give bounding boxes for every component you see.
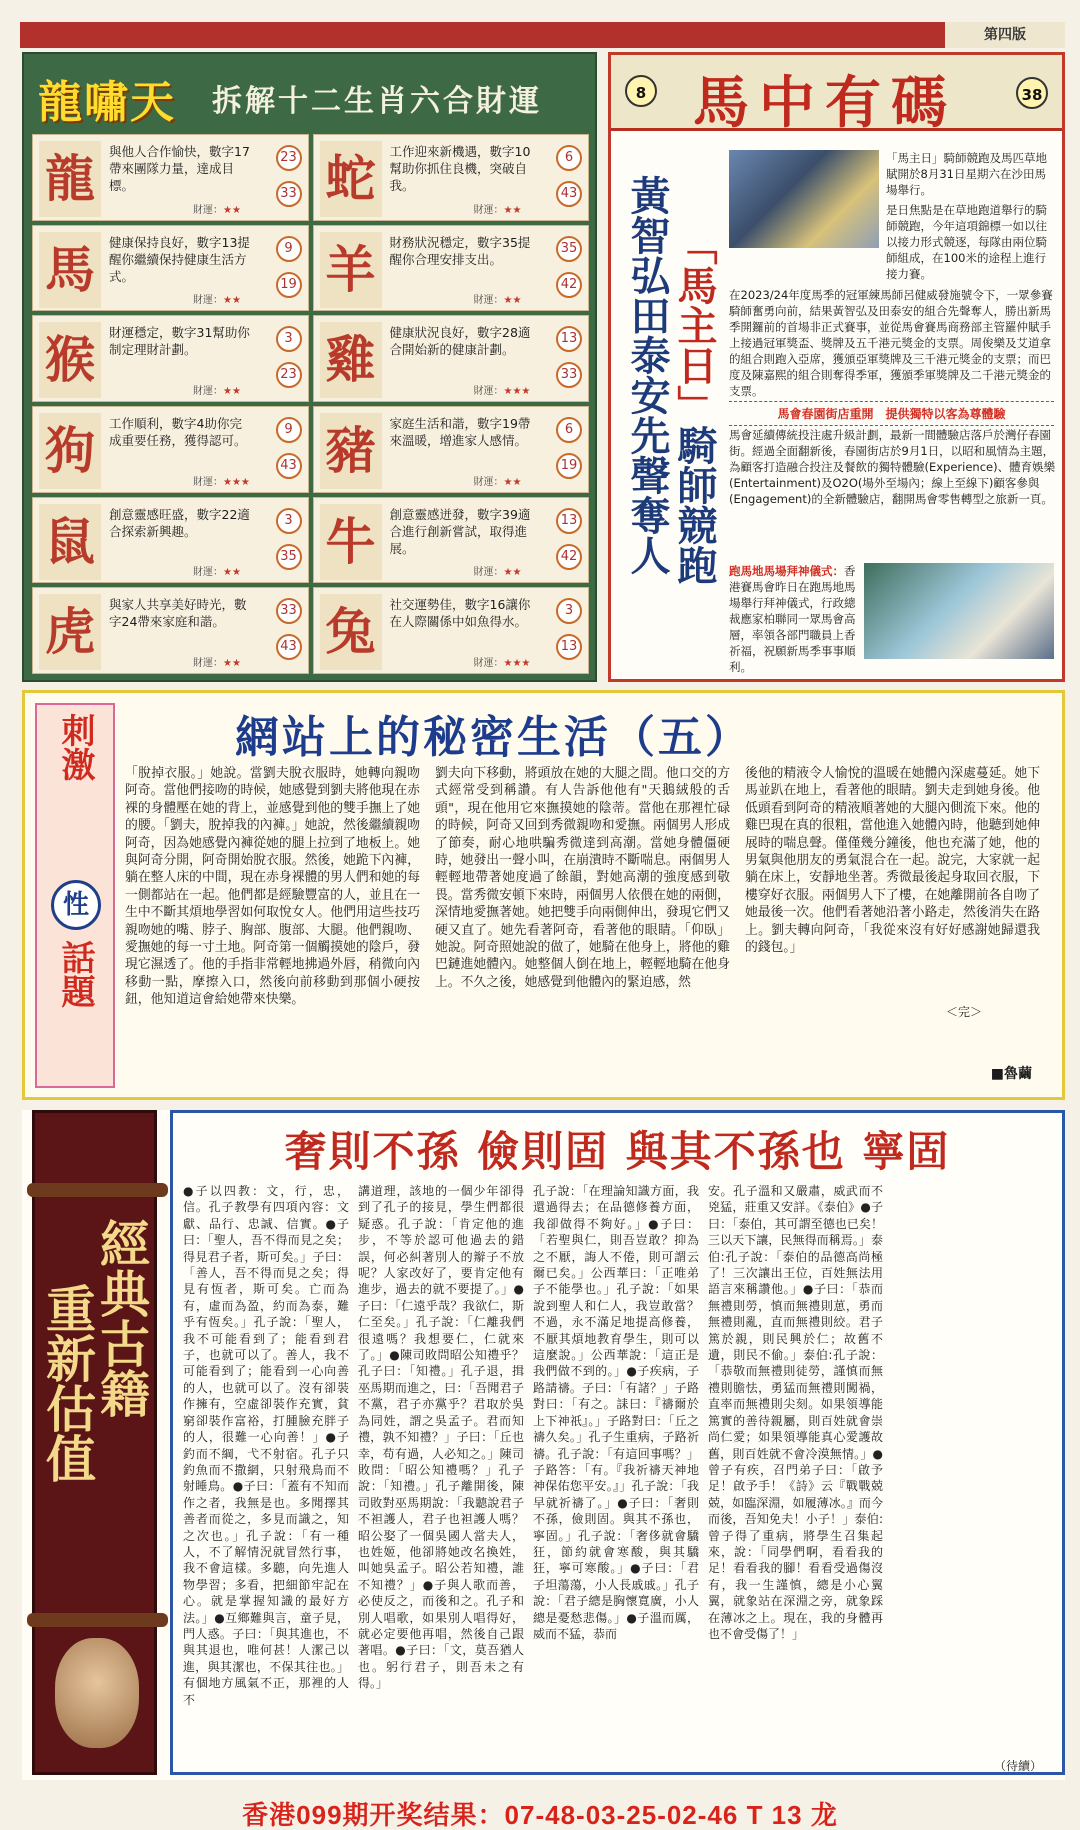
lucky-number-1: 6 xyxy=(556,417,582,443)
scroll-rod-bottom xyxy=(27,1613,168,1627)
rating-label: 財運： xyxy=(193,295,223,307)
zodiac-cell xyxy=(313,497,590,584)
lucky-number-2: 35 xyxy=(276,544,302,570)
lucky-number-2: 43 xyxy=(556,181,582,207)
story-column-2: 劉夫向下移動，將頭放在她的大腿之間。他口交的方式經常受到稱讚。有人告訴他他有"天鵝絨般的舌頭"，現在他用它來撫摸她的陰蒂。當他在那裡忙碌的時候，阿奇又回到秀微親吻和愛撫。兩個男人形成了節奏，耐心地哄騙秀微達到高潮。當她身體僵硬時，她發出一聲小叫，在崩潰時不斷喘息。兩個男人輕輕地帶著她度過了餘韻，對她高潮的強度感到敬畏。當秀微安頓下來時，兩個男人依偎在她的兩側，深情地愛撫著她。她把雙手向兩側伸出，發現它們又硬又直了。她先看著阿奇，看著他的眼睛。「仰臥」她說。阿奇照她說的做了，她騎在他身上，將他的雞巴鏈進她體內。她整個人倒在地上，輕輕地騎在他身上。不久之後，她感覺到他體內的緊迫感，然 xyxy=(435,766,730,990)
lucky-number-2: 23 xyxy=(276,362,302,388)
fortune-rating xyxy=(474,654,531,669)
ceremony-photo xyxy=(864,563,1054,659)
zodiac-cell xyxy=(32,497,309,584)
rating-stars: ★★ xyxy=(223,657,241,669)
rating-label: 財運： xyxy=(193,567,223,579)
zodiac-character: 鼠 xyxy=(39,504,101,580)
zodiac-subtitle: 拆解十二生肖六合財運 xyxy=(212,84,542,119)
rating-label: 財運： xyxy=(473,295,504,307)
fortune-rating xyxy=(474,291,522,306)
zodiac-cell xyxy=(32,225,309,312)
rating-label: 財運： xyxy=(193,204,223,216)
classics-article xyxy=(170,1110,1065,1775)
lucky-number-1: 3 xyxy=(276,326,302,352)
top-bar xyxy=(20,22,1065,48)
rating-stars: ★★ xyxy=(503,204,522,216)
rating-stars: ★★ xyxy=(503,567,522,579)
rating-stars: ★★★ xyxy=(223,476,250,488)
zodiac-character: 馬 xyxy=(39,232,101,308)
zodiac-cell xyxy=(313,134,590,221)
lucky-number-2: 19 xyxy=(556,453,582,479)
rating-label: 財運： xyxy=(473,204,504,216)
caption-text: 香港賽馬會昨日在跑馬地馬場舉行拜神儀式，行政總裁應家柏聯同一眾馬會高層，率領各部門職員上香祈福，祝願新馬季事事順利。 xyxy=(729,564,856,674)
fortune-rating xyxy=(193,654,241,669)
zodiac-fortune-text: 財運穩定，數字31幫助你制定理財計劃。 xyxy=(109,325,250,358)
lottery-result: 香港099期开奖结果：07-48-03-25-02-46 T 13 龙 xyxy=(242,1800,838,1830)
number-ball-right: 38 xyxy=(1016,77,1048,109)
lucky-number-1: 23 xyxy=(276,145,302,171)
caption-lead: 跑馬地馬場拜神儀式： xyxy=(729,564,844,578)
rating-stars: ★★ xyxy=(223,385,241,397)
zodiac-fortune-text: 家庭生活和諧，數字19帶來溫暖，增進家人感情。 xyxy=(389,415,531,448)
zodiac-character: 狗 xyxy=(39,413,101,489)
side-title-1: 經典古籍 xyxy=(92,1218,151,1418)
story-column-3: 後他的精液令人愉悅的溫暖在她體內深處蔓延。她下馬並趴在地上，看著他的眼睛。劉夫走到她身後。他低頭看到阿奇的精液順著她的大腿內側流下來。他的雞巴現在真的很粗，當他進入她體內時，他聽到她伸展時的喘息聲。僅僅幾分鐘後，他也充滿了她，他的男氣與他朋友的勇氣混合在一起。說完，大家就一起躺在床上，安靜地坐著。秀微最後起身取回衣服，下樓穿好衣服。兩個男人下了樓，在她離開前各自吻了她最後一次。他們看著她沿著小路走，然後消失在路上。劉夫轉向阿奇，「我從來沒有好好感謝她歸還我的錢包。」 xyxy=(745,766,1040,956)
lucky-number-1: 9 xyxy=(276,417,302,443)
fortune-rating xyxy=(474,473,522,488)
rating-label: 財運： xyxy=(193,385,223,397)
zodiac-fortune-text: 財務狀況穩定，數字35提醒你合理安排支出。 xyxy=(389,234,531,267)
fortune-rating xyxy=(193,473,250,488)
lucky-number-1: 9 xyxy=(276,236,302,262)
fortune-rating xyxy=(193,291,241,306)
zodiac-logo: 龍嘯天 xyxy=(38,77,176,128)
classics-column-4: 安。孔子溫和又嚴肅，威武而不兇猛，莊重又安詳。《泰伯》●子曰：「泰伯，其可謂至德也已矣！三以天下讓，民無得而稱焉。」泰伯:孔子說：「泰伯的品德高尚極了！三次讓出王位，百姓無法用語言來稱讚他。」●子曰：「恭而無禮則勞，慎而無禮則葸，勇而無禮則亂，直而無禮則絞。君子篤於親，則民興於仁；故舊不遺，則民不偷。」泰伯:孔子說：「恭敬而無禮則徒勞，謹慎而無禮則膽怯，勇猛而無禮則闖禍，直率而無禮則尖刻。如果領導能篤實的善待親屬，則百姓就會崇尚仁愛；如果領導能真心愛護故舊，則百姓就不會冷漠無情。」●曾子有疾，召門弟子曰：「啟予足！啟予手！《詩》云『戰戰兢兢，如臨深淵，如履薄冰。』而今而後，吾知免夫！小子！」泰伯:曾子得了重病，將學生召集起來，說：「同學們啊，看看我的足！看看我的腳！看看受過傷沒有，我一生謹慎，總是小心翼翼，就象站在深淵之旁，就象踩在薄冰之上。現在，我的身體再也不會受傷了！」 xyxy=(708,1184,883,1641)
side-label-1: 刺激 xyxy=(55,713,95,781)
side-title-2: 重新估值 xyxy=(38,1283,97,1483)
zodiac-character: 牛 xyxy=(320,504,382,580)
story-column-1: 「脫掉衣服。」她說。當劉夫脫衣服時，她轉向親吻阿奇。當他們接吻的時候，她感覺到劉夫將他現在赤裸的身體壓在她的背上，並感覺到他的雙手撫上了她的腰。「劉夫，脫掉我的內褲。」她說，然後繼續親吻阿奇，因為她感覺內褲從她的腿上拉到了地板上。她與阿奇分開，阿奇開始脫衣服。然後，她跪下內褲，躺在整人床的中間，現在赤身裸體的男人們和她的每一側都站在一起。他們都是經驗豐富的人，並且在一生中不斷其煩地學習如何取悅女人。他們用這些技巧親吻她的嘴、脖子、胸部、腹部、大腿。他們親吻、愛撫她的每一寸土地。阿奇第一個觸摸她的陰戶，發現它濕透了。他的手指非常輕地拂過外唇，稍微向內移動一點，摩擦入口，然後向前移動到那個小硬按鈕，他知道這會給她帶來快樂。 xyxy=(125,766,420,1008)
zodiac-character: 羊 xyxy=(320,232,382,308)
zodiac-character: 猴 xyxy=(39,322,101,398)
headline-vertical-2 xyxy=(671,225,717,655)
lucky-number-1: 3 xyxy=(276,508,302,534)
rating-stars: ★★ xyxy=(223,567,241,579)
lucky-number-2: 42 xyxy=(556,272,582,298)
fortune-rating xyxy=(474,382,531,397)
edition-label: 第四版 xyxy=(945,22,1065,48)
fortune-rating xyxy=(193,563,241,578)
zodiac-character: 豬 xyxy=(320,413,382,489)
scroll-rod-top xyxy=(27,1183,168,1197)
classics-column-1: ●子以四教：文，行，忠，信。孔子教學有四項內容：文獻、品行、忠誠、信實。●子曰：「聖人，吾不得而見之矣；得見君子者，斯可矣。」子曰：「善人，吾不得而見之矣；得見有恆者，斯可矣。亡而為有，虛而為盈，約而為泰，難乎有恆矣。」孔子說：「聖人，我不可能看到了；能看到君子，也就可以了。善人，我不可能看到了；能看到一心向善的人，也就可以了。沒有卻裝作擁有，空虛卻裝作充實，貧窮卻裝作富裕，打腫臉充胖子的人，很難一心向善！」●子釣而不綱，弋不射宿。孔子只釣魚而不撒網，只射飛鳥而不射睡鳥。●子曰：「蓋有不知而作之者，我無是也。多聞擇其善者而從之，多見而識之，知之次也。」孔子說：「有一種人，不了解情況就冒然行事，我不會這樣。多聽，向先進人物學習；多看，把細節牢記在心。就是掌握知識的最好方法。」●互鄉難與言，童子見，門人惑。子曰：「與其進也，不與其退也，唯何甚！人潔己以進，與其潔也，不保其往也。」有個地方風氣不正，那裡的人不 xyxy=(183,1184,349,1707)
story-author: ■魯繭 xyxy=(990,1066,1032,1082)
horse-panel xyxy=(608,52,1065,682)
rating-stars: ★★ xyxy=(503,295,522,307)
classics-column-2: 講道理，該地的一個少年卻得到了孔子的接見，學生們都很疑惑。孔子說：「肯定他的進步，不等於認可他過去的錯誤，何必糾著別人的辮子不放呢？人家改好了，要肯定他有進步，過去的就不要提了。」●子曰：「仁遠乎哉？我欲仁，斯仁至矣。」孔子說：「仁離我們很遠嗎？我想要仁，仁就來了。」●陳司敗問昭公知禮乎？孔子曰：「知禮。」孔子退，揖巫馬期而進之，曰：「吾聞君子不黨，君子亦黨乎？君取於吳為同姓，謂之吳孟子。君而知禮，孰不知禮？」子曰：「丘也幸，苟有過，人必知之。」陳司敗問：「昭公知禮嗎？」孔子說：「知禮。」孔子離開後，陳司敗對巫馬期說：「我聽說君子不袒護人，君子也袒護人嗎？昭公娶了一個吳國人當夫人，也姓姬，他卻將她改名換姓，叫她吳孟子。昭公若知禮，誰不知禮？」●子與人歌而善，必使反之，而後和之。孔子和別人唱歌，如果別人唱得好，就必定要他再唱，然後自己跟著唱。●子曰：「文，莫吾猶人也。躬行君子，則吾未之有得。」 xyxy=(358,1184,524,1691)
zodiac-character: 蛇 xyxy=(320,141,382,217)
zodiac-panel xyxy=(22,52,597,682)
rating-label: 財運： xyxy=(473,476,504,488)
lucky-number-2: 33 xyxy=(556,362,582,388)
xing-badge: 性 xyxy=(51,880,101,930)
horse-title: 馬中有碼 xyxy=(693,70,957,136)
horse-subheading: 馬會春園街店重開 提供獨特以客為尊體驗 xyxy=(729,401,1054,426)
lucky-number-2: 13 xyxy=(556,634,582,660)
horse-para-2: 是日焦點是在草地跑道舉行的騎師競跑，今年這項錦標一如以往以接力形式競逐，每隊由兩位騎師組成，在100米的途程上進行接力賽。 xyxy=(886,203,1047,281)
horse-para-1: 「馬主日」騎師競跑及馬匹草地賦開於8月31日星期六在沙田馬場舉行。 xyxy=(886,151,1047,197)
zodiac-fortune-text: 與家人共享美好時光，數字24帶來家庭和諧。 xyxy=(109,597,247,630)
horse-caption xyxy=(729,563,859,675)
rating-stars: ★★ xyxy=(223,204,241,216)
story-section xyxy=(22,690,1065,1100)
rating-label: 財運： xyxy=(473,567,504,579)
rating-stars: ★★ xyxy=(223,295,241,307)
zodiac-character: 龍 xyxy=(39,141,101,217)
lucky-number-2: 33 xyxy=(276,181,302,207)
number-ball-left: 8 xyxy=(625,75,657,107)
zodiac-fortune-text: 社交運勢佳，數字16讓你在人際關係中如魚得水。 xyxy=(389,597,531,630)
lucky-number-1: 33 xyxy=(276,598,302,624)
lucky-number-2: 43 xyxy=(276,634,302,660)
lucky-number-2: 19 xyxy=(276,272,302,298)
rating-label: 財運： xyxy=(473,657,504,669)
confucius-portrait xyxy=(55,1638,139,1748)
rating-label: 財運： xyxy=(473,385,504,397)
lucky-number-1: 3 xyxy=(556,598,582,624)
zodiac-cell xyxy=(313,406,590,493)
zodiac-cell xyxy=(32,134,309,221)
zodiac-fortune-text: 創意靈感旺盛，數字22適合探索新興趣。 xyxy=(109,506,250,539)
lucky-number-1: 6 xyxy=(556,145,582,171)
zodiac-fortune-text: 工作迎來新機遇，數字10幫助你抓住良機，突破自我。 xyxy=(389,144,531,193)
zodiac-fortune-text: 健康保持良好，數字13提醒你繼續保持健康生活方式。 xyxy=(109,234,250,284)
zodiac-fortune-text: 工作順利，數字4助你完成重要任務，獲得認可。 xyxy=(109,415,247,448)
headline-bracket-text: 「馬主日」 xyxy=(671,225,718,425)
rating-stars: ★★★ xyxy=(503,657,531,669)
award-photo xyxy=(729,150,879,248)
zodiac-cell xyxy=(32,406,309,493)
zodiac-header xyxy=(24,54,595,132)
zodiac-fortune-text: 與他人合作愉快，數字17帶來團隊力量，達成目標。 xyxy=(109,144,250,193)
horse-para-4: 馬會延續傳統投注處升級計劃，最新一間體驗店落戶於灣仔春園街。經過全面翻新後，春園街店於9月1日，以昭和風情為主題，為顧客打造融合投注及餐飲的獨特體驗(Experience)、體育娛樂(Entertainment)及O2O(場外至場內；線上至線下)顧客參與(Engagement)的全新體驗店，翻開馬會零售轉型之旅新一頁。 xyxy=(729,428,1056,506)
rating-label: 財運： xyxy=(193,657,223,669)
side-label-2: 話題 xyxy=(55,940,95,1008)
zodiac-grid xyxy=(32,134,589,674)
headline-rest-text: 騎師競跑 xyxy=(671,425,718,585)
zodiac-character: 雞 xyxy=(320,322,382,398)
classics-title: 奢則不孫 儉則固 與其不孫也 寧固 xyxy=(284,1127,951,1176)
zodiac-cell xyxy=(313,587,590,674)
story-end-mark: ＜完＞ xyxy=(945,1005,982,1019)
classics-section xyxy=(22,1110,1065,1780)
story-side-banner xyxy=(35,703,115,1088)
lucky-number-1: 13 xyxy=(556,508,582,534)
zodiac-cell xyxy=(313,225,590,312)
zodiac-character: 兔 xyxy=(320,594,382,670)
rating-stars: ★★ xyxy=(503,476,522,488)
zodiac-cell xyxy=(313,315,590,402)
horse-banner xyxy=(611,55,1062,136)
headline-vertical-1: 黃智弘田泰安先聲奪人 xyxy=(624,175,671,575)
lucky-number-2: 42 xyxy=(556,544,582,570)
fortune-rating xyxy=(474,563,522,578)
fortune-rating xyxy=(193,201,241,216)
zodiac-fortune-text: 健康狀況良好，數字28適合開始新的健康計劃。 xyxy=(389,325,531,358)
to-be-continued: （待續） xyxy=(993,1759,1042,1773)
story-title: 網站上的秘密生活（五） xyxy=(235,712,752,763)
classics-side-banner xyxy=(32,1110,157,1775)
lucky-number-1: 13 xyxy=(556,326,582,352)
zodiac-character: 虎 xyxy=(39,594,101,670)
fortune-rating xyxy=(193,382,241,397)
zodiac-cell xyxy=(32,315,309,402)
rating-label: 財運： xyxy=(193,476,223,488)
zodiac-fortune-text: 創意靈感迸發，數字39適合進行創新嘗試，取得進展。 xyxy=(389,506,531,556)
classics-column-3: 孔子說：「在理論知識方面，我還過得去；在品德修養方面，我卻做得不夠好。」●子曰：「若聖與仁，則吾豈敢？抑為之不厭，誨人不倦，則可謂云爾已矣。」公西華曰：「正唯弟子不能學也。」孔子說：「如果說到聖人和仁人，我豈敢當？不過，永不滿足地提高修養，不厭其煩地教育學生，則可以這麼說。」公西華說：「這正是我們做不到的。」●子疾病，子路請禱。子曰：「有諸？」子路對曰：「有之。誄曰：『禱爾於上下神祇』。」子路對曰：「丘之禱久矣。」孔子生重病，子路祈禱。孔子說：「有這回事嗎？」子路答：「有。『我祈禱天神地神保佑您平安。』」孔子說：「我早就祈禱了。」●子曰：「奢則不孫，儉則固。與其不孫也，寧固。」孔子說：「奢侈就會驕狂，節約就會寒酸，與其驕狂，寧可寒酸。」●子曰：「君子坦蕩蕩，小人長戚戚。」孔子說：「君子總是胸懷寬廣，小人總是憂愁悲傷。」●子溫而厲，威而不猛，恭而 xyxy=(533,1184,699,1641)
horse-para-3: 在2023/24年度馬季的冠軍練馬師呂健威發施號令下，一眾參賽騎師奮勇向前，結果黃智弘及田泰安的組合先聲奪人，勝出新馬季開鑼前的首場非正式賽事，並從馬會賽馬商務部主管羅仲賦手上接過冠軍獎盃、獎牌及五千港元獎金的支票。周俊樂及艾道拿的組合則跑入亞席，獲頒亞軍獎牌及三千港元獎金的支票；而巴度及陳嘉熙的組合則奪得季軍，獲頒季軍獎牌及二千港元獎金的支票。 xyxy=(729,288,1053,398)
zodiac-cell xyxy=(32,587,309,674)
lucky-number-2: 43 xyxy=(276,453,302,479)
fortune-rating xyxy=(474,201,522,216)
lucky-number-1: 35 xyxy=(556,236,582,262)
rating-stars: ★★★ xyxy=(503,385,531,397)
